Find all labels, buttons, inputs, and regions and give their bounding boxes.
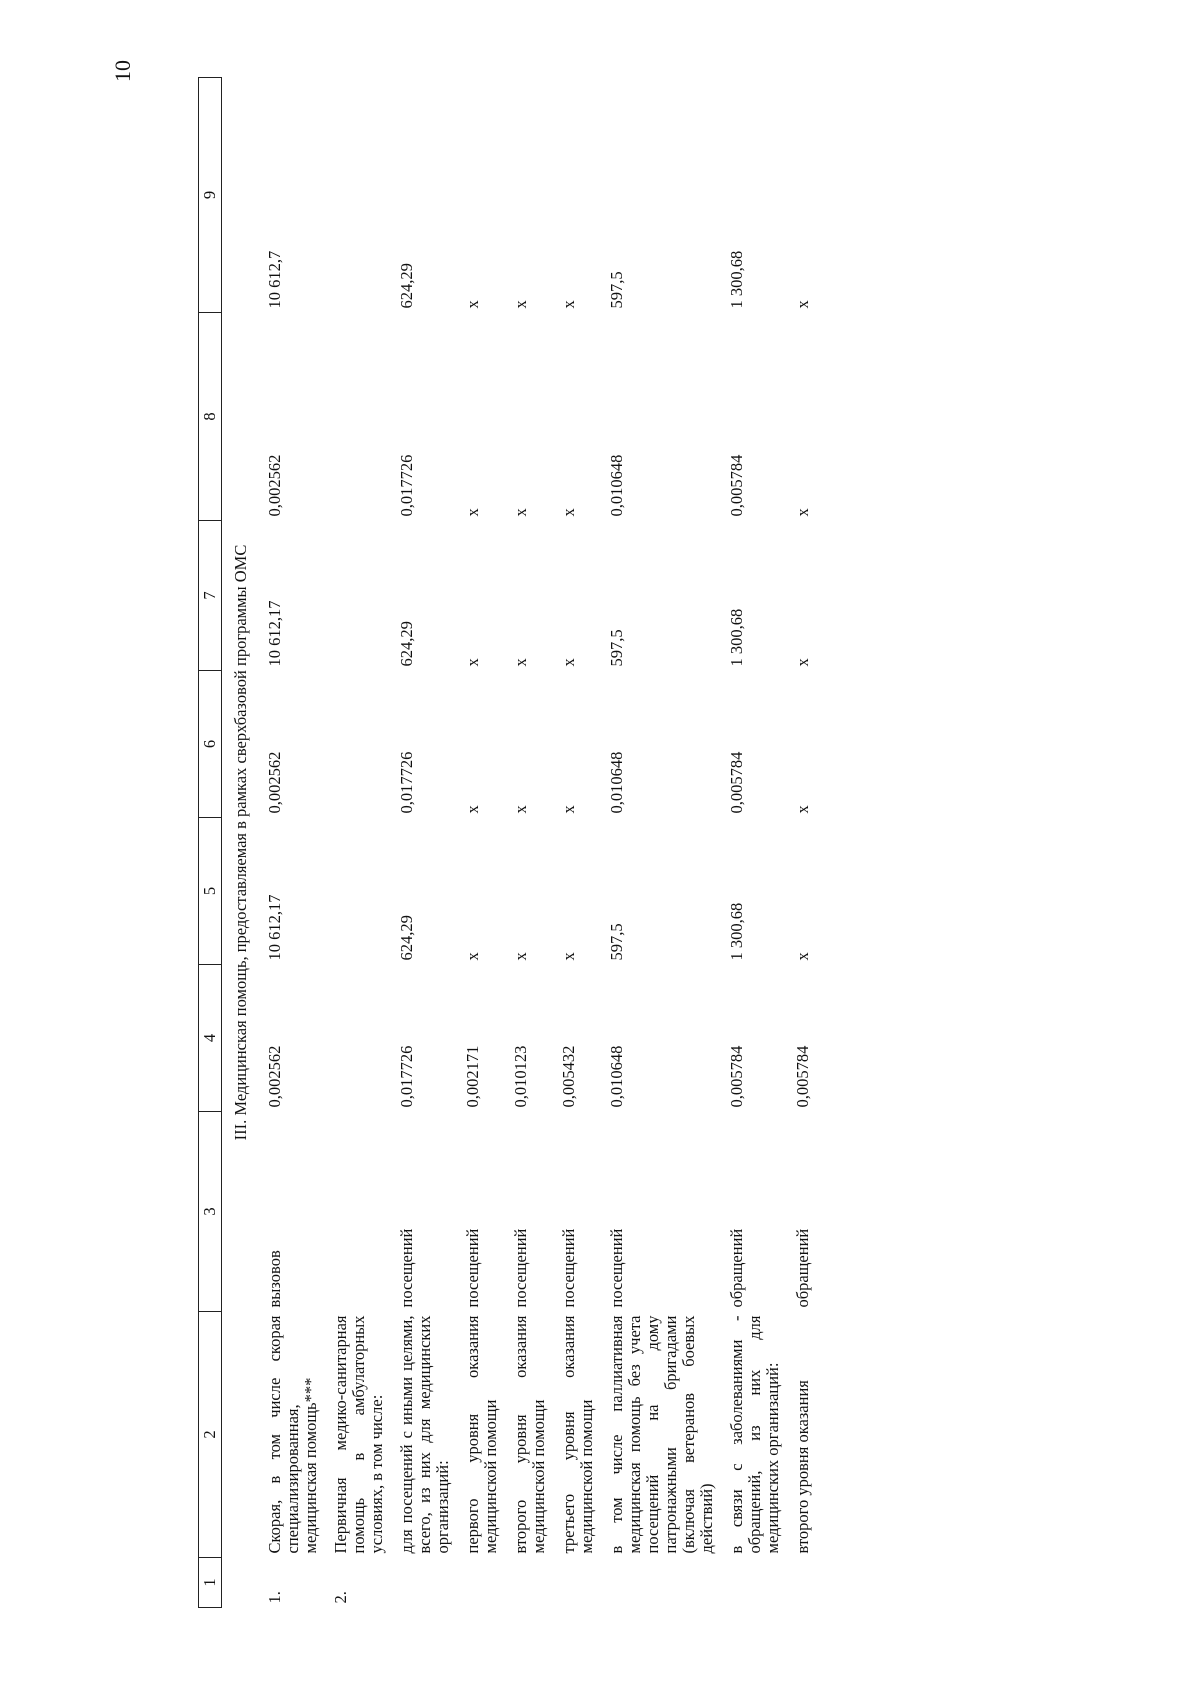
row-unit: посещений	[607, 1228, 626, 1308]
cell-col8: 0,005784	[727, 454, 746, 517]
col-header-4: 4	[199, 965, 222, 1112]
cell-col9: х	[559, 300, 578, 309]
cell-col7: 1 300,68	[727, 608, 746, 667]
cell-col8: 0,002562	[265, 454, 284, 517]
cell-col9: х	[793, 300, 812, 309]
cell-col7: х	[559, 658, 578, 667]
row-name: Скорая, в том числе скорая специализированная, медицинская помощь***	[265, 1315, 320, 1554]
col-header-1: 1	[199, 1558, 222, 1608]
row-number	[506, 1558, 554, 1608]
section-title: III. Медицинская помощь, предоставляемая в рамках сверхбазовой программы ОМС	[231, 544, 250, 1141]
cell-col6	[326, 671, 392, 818]
cell-col6: 0,017726	[397, 751, 416, 814]
table-row	[602, 78, 722, 1608]
table-row	[260, 78, 326, 1608]
col-header-5: 5	[199, 818, 222, 965]
cell-col8: х	[559, 508, 578, 517]
col-header-8: 8	[199, 313, 222, 521]
col-header-2: 2	[199, 1312, 222, 1558]
row-unit: посещений	[559, 1228, 578, 1308]
cell-col7	[326, 521, 392, 671]
cell-col6: х	[511, 805, 530, 814]
cell-col7: 597,5	[607, 629, 626, 667]
cell-col5: 597,5	[607, 923, 626, 961]
cell-col5: 10 612,17	[265, 894, 284, 961]
page-number: 10	[110, 60, 135, 82]
cell-col8: х	[511, 508, 530, 517]
cell-col7: х	[793, 658, 812, 667]
row-unit: посещений	[463, 1228, 482, 1308]
cell-col9: 10 612,7	[265, 250, 284, 309]
table-row	[788, 78, 818, 1608]
table-row	[722, 78, 788, 1608]
table-row	[326, 78, 392, 1608]
cell-col8: 0,010648	[607, 454, 626, 517]
cell-col4	[326, 965, 392, 1112]
section-row	[222, 78, 261, 1608]
cell-col5: х	[559, 952, 578, 961]
cell-col9: х	[511, 300, 530, 309]
row-number	[722, 1558, 788, 1608]
cell-col5: 624,29	[397, 915, 416, 961]
col-header-6: 6	[199, 671, 222, 818]
table-row	[554, 78, 602, 1608]
row-number: 2.	[331, 1591, 350, 1604]
row-name: первого уровня оказания медицинской помощи	[463, 1315, 500, 1554]
row-number	[392, 1558, 458, 1608]
row-unit: обращений	[727, 1228, 746, 1308]
cell-col9: х	[463, 300, 482, 309]
col-header-9: 9	[199, 78, 222, 313]
cell-col5: х	[463, 952, 482, 961]
cell-col6: х	[463, 805, 482, 814]
cell-col8: х	[793, 508, 812, 517]
rotated-page-content	[198, 78, 1058, 1608]
cell-col4: 0,010123	[511, 1045, 530, 1108]
column-number-row	[199, 78, 222, 1608]
cell-col7: х	[511, 658, 530, 667]
cell-col5: 1 300,68	[727, 902, 746, 961]
cell-col6: 0,005784	[727, 751, 746, 814]
cell-col4: 0,005784	[793, 1045, 812, 1108]
cell-col4: 0,010648	[607, 1045, 626, 1108]
cell-col6: х	[793, 805, 812, 814]
row-number	[458, 1558, 506, 1608]
col-header-7: 7	[199, 521, 222, 671]
cell-col6: 0,002562	[265, 751, 284, 814]
cell-col7: 624,29	[397, 621, 416, 667]
cell-col7: х	[463, 658, 482, 667]
row-name: в том числе паллиативная медицинская помощь без учета посещений на дому патронажными бригадами (включая ветеранов боевых действий)	[607, 1315, 716, 1554]
cell-col5: х	[511, 952, 530, 961]
cell-col4: 0,005432	[559, 1045, 578, 1108]
row-unit: посещений	[397, 1228, 416, 1308]
cell-col5: х	[793, 952, 812, 961]
cell-col9: 624,29	[397, 263, 416, 309]
cell-col9	[326, 78, 392, 313]
row-unit	[326, 1112, 392, 1312]
cell-col9: 1 300,68	[727, 250, 746, 309]
table-row	[458, 78, 506, 1608]
row-number	[602, 1558, 722, 1608]
row-number	[788, 1558, 818, 1608]
cell-col6: х	[559, 805, 578, 814]
row-name: в связи с заболеваниями - обращений, из них для медицинских организаций:	[727, 1315, 782, 1554]
row-name: Первичная медико-санитарная помощь в амбулаторных условиях, в том числе:	[331, 1315, 386, 1554]
cell-col4: 0,005784	[727, 1045, 746, 1108]
plan-table	[198, 77, 818, 1608]
cell-col8	[326, 313, 392, 521]
col-header-3: 3	[199, 1112, 222, 1312]
cell-col9: 597,5	[607, 271, 626, 309]
row-unit: посещений	[511, 1228, 530, 1308]
row-name: для посещений с иными целями, всего, из них для медицинских организаций:	[397, 1315, 452, 1554]
row-unit: вызовов	[265, 1250, 284, 1308]
row-number	[554, 1558, 602, 1608]
cell-col4: 0,002171	[463, 1045, 482, 1108]
table-row	[506, 78, 554, 1608]
row-name: второго уровня оказания	[793, 1380, 812, 1554]
cell-col5	[326, 818, 392, 965]
table-row	[392, 78, 458, 1608]
cell-col8: х	[463, 508, 482, 517]
cell-col7: 10 612,17	[265, 600, 284, 667]
cell-col6: 0,010648	[607, 751, 626, 814]
cell-col4: 0,017726	[397, 1045, 416, 1108]
row-number: 1.	[265, 1591, 284, 1604]
row-unit: обращений	[793, 1228, 812, 1308]
row-name: второго уровня оказания медицинской помощи	[511, 1315, 548, 1554]
cell-col4: 0,002562	[265, 1045, 284, 1108]
row-name: третьего уровня оказания медицинской помощи	[559, 1315, 596, 1554]
cell-col8: 0,017726	[397, 454, 416, 517]
